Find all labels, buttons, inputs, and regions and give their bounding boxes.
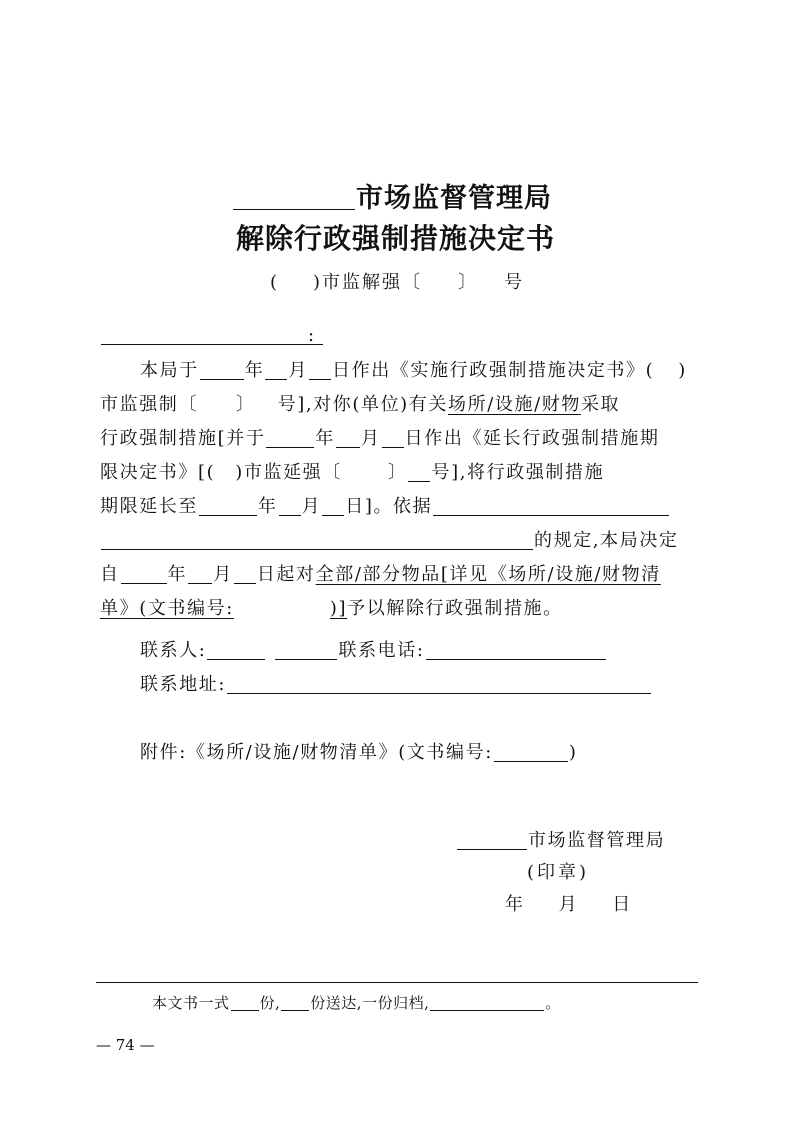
page-number: — 74 — <box>96 1036 155 1054</box>
addressee-blank <box>101 325 323 345</box>
body-line-8: 单》(文书编号: )]予以解除行政强制措施。 <box>100 598 563 619</box>
attachment-doc-number-blank <box>494 742 568 762</box>
inventory-reference: 单》(文书编号: )] <box>100 598 348 619</box>
blank-month-3 <box>279 496 301 516</box>
signature-date: 年 月 日 <box>505 894 632 915</box>
legal-basis-blank-1 <box>433 496 669 516</box>
title-suffix: 市场监督管理局 <box>356 183 552 214</box>
contact-phone-blank <box>426 640 606 660</box>
signature-bureau-blank <box>457 830 527 850</box>
legal-basis-blank-2 <box>101 530 533 550</box>
bureau-name-blank <box>233 181 355 210</box>
blank-month-1 <box>265 360 287 380</box>
body-line-3: 行政强制措施[并于 年 月 日作出《延长行政强制措施期 <box>100 428 660 449</box>
attachment-line: 附件:《场所/设施/财物清单》(文书编号: ) <box>140 742 578 763</box>
blank-year-2 <box>266 428 314 448</box>
signature-seal: (印章) <box>527 862 590 883</box>
copies-served-blank <box>281 994 309 1011</box>
footer-divider <box>96 982 698 983</box>
blank-day-3 <box>322 496 344 516</box>
blank-day-1 <box>309 360 331 380</box>
addressee-line: : <box>100 325 330 346</box>
body-line-2: 市监强制〔 〕 号],对你(单位)有关场所/设施/财物采取 <box>100 394 621 415</box>
blank-month-2 <box>336 428 360 448</box>
blank-month-4 <box>188 564 212 584</box>
document-number: ( )市监解强〔 〕 号 <box>270 272 525 293</box>
signature-bureau: 市场监督管理局 <box>456 826 665 852</box>
body-line-1: 本局于 年 月 日作出《实施行政强制措施决定书》( ) <box>140 360 687 381</box>
copies-other-blank <box>430 994 544 1011</box>
document-title-line1 <box>232 176 552 215</box>
blank-year-3 <box>199 496 257 516</box>
blank-day-4 <box>234 564 256 584</box>
document-title-line2: 解除行政强制措施决定书 <box>236 222 556 255</box>
body-line-7: 自 年 月 日起对全部/部分物品[详见《场所/设施/财物清 <box>100 564 661 585</box>
contact-person-blank-1 <box>207 640 265 660</box>
blank-year-1 <box>200 360 244 380</box>
copies-total-blank <box>231 994 259 1011</box>
contact-person-blank-2 <box>275 640 337 660</box>
body-line-6: 的规定,本局决定 <box>100 526 679 552</box>
contact-address-blank <box>227 674 651 694</box>
body-line-5: 期限延长至 年 月 日]。依据 <box>100 492 670 518</box>
body-line-4: 限决定书》[( )市监延强〔 〕 号],将行政强制措施 <box>100 462 605 483</box>
contact-line-1: 联系人: 联系电话: <box>140 636 607 662</box>
copies-note: 本文书一式 份, 份送达,一份归档, 。 <box>152 994 561 1012</box>
blank-day-2 <box>382 428 404 448</box>
contact-line-2: 联系地址: <box>140 670 652 696</box>
blank-year-4 <box>121 564 167 584</box>
blank-extension-number <box>408 462 430 482</box>
